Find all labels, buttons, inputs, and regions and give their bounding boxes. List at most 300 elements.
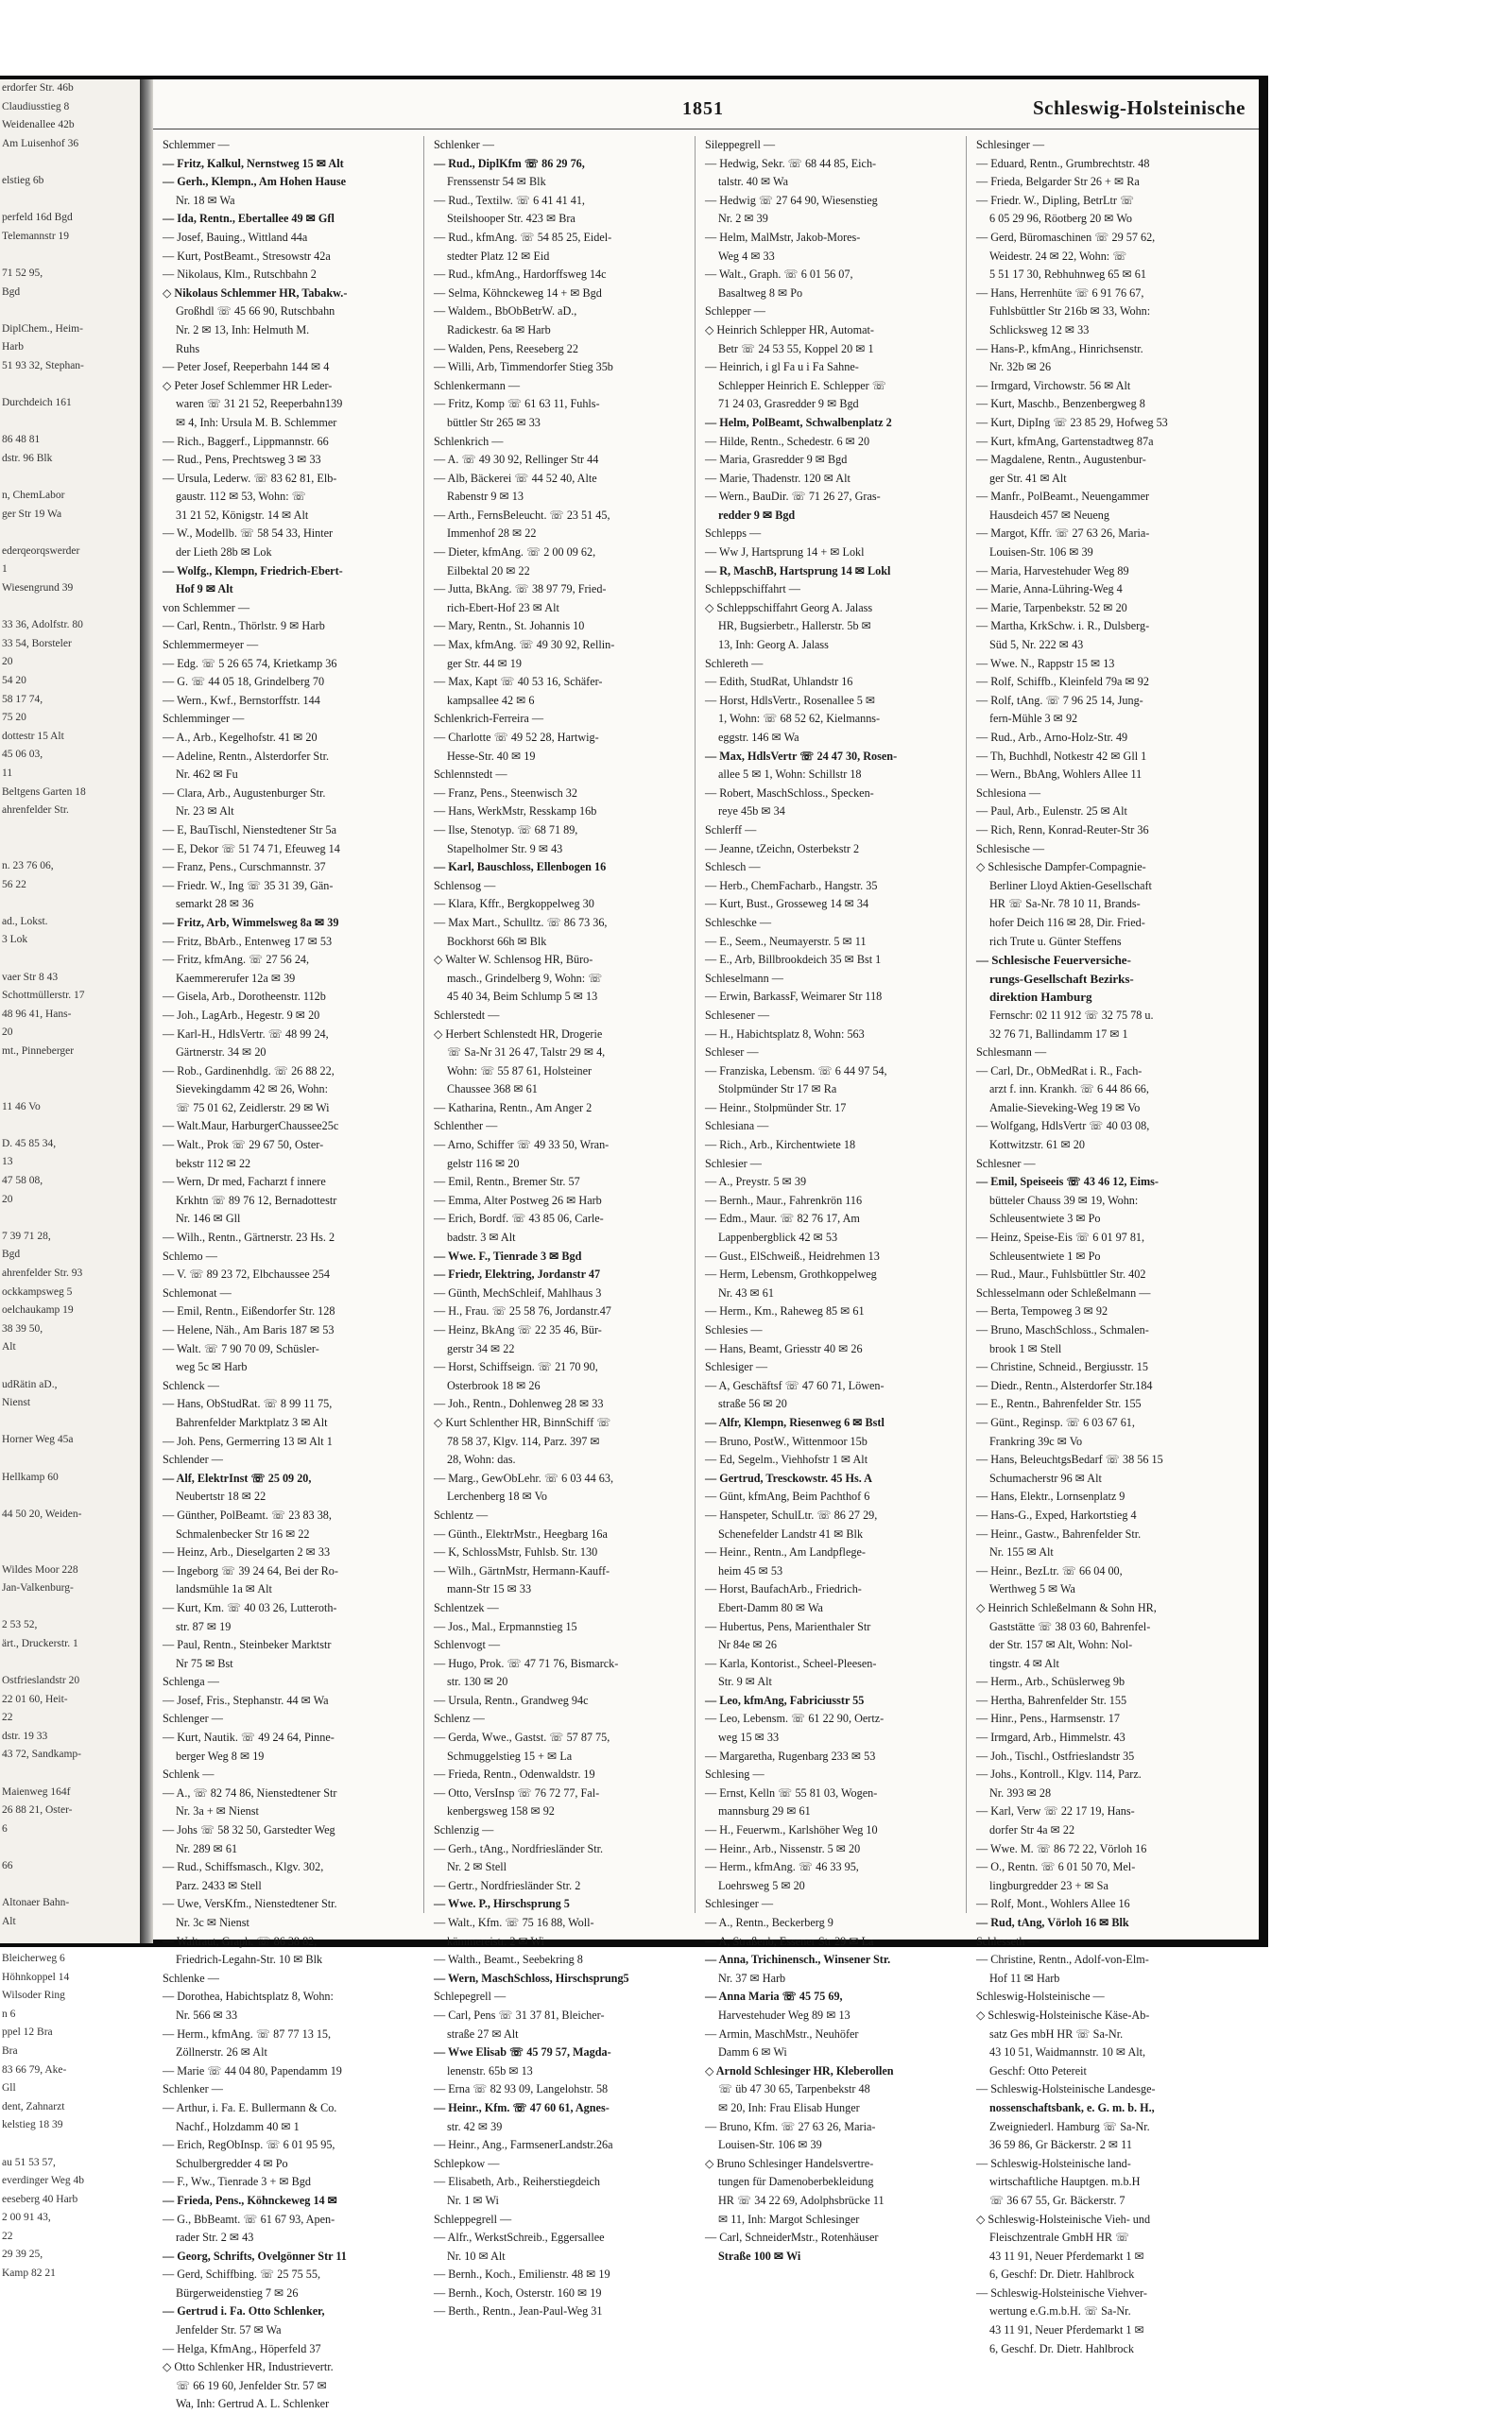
directory-entry-line: Betr ☏ 24 53 55, Koppel 20 ✉ 1 bbox=[718, 341, 874, 355]
book-gutter bbox=[140, 79, 153, 1943]
facing-page-line: Jan-Valkenburg- bbox=[2, 1582, 74, 1595]
directory-entry-line: — A., Rentn., Beckerberg 9 bbox=[705, 1916, 833, 1929]
directory-entry-line: — Fritz, Komp ☏ 61 63 11, Fuhls- bbox=[434, 397, 600, 411]
directory-entry-line: — Wern, Dr med, Facharzt f innere bbox=[163, 1175, 326, 1189]
directory-entry-line: — Wilh., GärtnMstr, Hermann-Kauff- bbox=[434, 1563, 610, 1578]
directory-entry-line: — Th, Buchhdl, Notkestr 42 ✉ Gll 1 bbox=[976, 749, 1147, 763]
directory-entry-line: — Walth., Beamt., Seebekring 8 bbox=[434, 1953, 583, 1967]
facing-page-line: ad., Lokst. bbox=[2, 915, 48, 927]
directory-entry-line: — Alf, ElektrInst ☏ 25 09 20, bbox=[163, 1471, 312, 1485]
directory-entry-line: — Johs ☏ 58 32 50, Garstedter Weg bbox=[163, 1823, 335, 1837]
directory-entry-line: — Wilh., Rentn., Gärtnerstr. 23 Hs. 2 bbox=[163, 1231, 335, 1245]
directory-entry-line: — Ilse, Stenotyp. ☏ 68 71 89, bbox=[434, 822, 578, 836]
directory-entry-line: Straße 100 ✉ Wi bbox=[718, 2249, 801, 2263]
directory-entry-line: Hesse-Str. 40 ✉ 19 bbox=[447, 749, 536, 763]
surname-heading: Schlereth — bbox=[705, 656, 764, 670]
running-head: Schleswig-Holsteinische bbox=[1033, 96, 1246, 119]
directory-entry-line: — Berth., Rentn., Jean-Paul-Weg 31 bbox=[434, 2304, 603, 2319]
directory-entry-line: — Frieda, Pens., Köhnckeweg 14 ✉ bbox=[163, 2193, 337, 2207]
facing-page-line: ederqeorqswerder bbox=[2, 544, 80, 557]
directory-entry-line: — Max, Kapt ☏ 40 53 16, Schäfer- bbox=[434, 675, 603, 689]
directory-entry-line: — Peter Josef, Reeperbahn 144 ✉ 4 bbox=[163, 360, 330, 374]
directory-entry-line: Louisen-Str. 106 ✉ 39 bbox=[718, 2138, 822, 2152]
directory-entry-line: — Hinr., Pens., Harmsenstr. 17 bbox=[976, 1712, 1120, 1726]
directory-entry-line: Berliner Lloyd Aktien-Gesellschaft bbox=[989, 878, 1152, 892]
directory-entry-line: bütteler Chauss 39 ✉ 19, Wohn: bbox=[989, 1193, 1139, 1207]
directory-entry-line: — Walt., Prok ☏ 29 67 50, Oster- bbox=[163, 1138, 324, 1152]
directory-entry-line: — F., Ww., Tienrade 3 + ✉ Bgd bbox=[163, 2175, 311, 2189]
surname-heading: Schlenker — bbox=[434, 138, 494, 151]
directory-entry-line: — Walt., Graph. ☏ 6 01 56 07, bbox=[705, 267, 853, 282]
facing-page-line: erdorfer Str. 46b bbox=[2, 82, 74, 94]
directory-entry-line: Osterbrook 18 ✉ 26 bbox=[447, 1378, 541, 1392]
directory-entry-line: hofer Deich 116 ✉ 28, Dir. Fried- bbox=[989, 915, 1145, 929]
directory-entry-line: — Heinz, Speise-Eis ☏ 6 01 97 81, bbox=[976, 1231, 1145, 1245]
directory-entry-line: Schmalenbecker Str 16 ✉ 22 bbox=[176, 1526, 310, 1541]
directory-entry-line: Damm 6 ✉ Wi bbox=[718, 2045, 787, 2060]
directory-entry-line: 43 11 91, Neuer Pferdemarkt 1 ✉ bbox=[989, 2323, 1144, 2337]
surname-heading: Schlentzek — bbox=[434, 1600, 499, 1614]
directory-entry-line: — Carl, Pens ☏ 31 37 81, Bleicher- bbox=[434, 2008, 605, 2022]
directory-entry-line: — Irmgard, Virchowstr. 56 ✉ Alt bbox=[976, 378, 1131, 392]
directory-entry-line: kämmereistr. 2 ✉ Wi bbox=[447, 1934, 544, 1948]
directory-entry-line: — Rob., Gardinenhdlg. ☏ 26 88 22, bbox=[163, 1063, 335, 1078]
directory-entry-line: — Frieda, Belgarder Str 26 + ✉ Ra bbox=[976, 175, 1140, 189]
facing-page-line: 1 bbox=[2, 563, 8, 576]
facing-page-line: vaer Str 8 43 bbox=[2, 971, 59, 983]
directory-entry-line: str. 42 ✉ 39 bbox=[447, 2119, 503, 2133]
directory-entry-line: — Horst, BaufachArb., Friedrich- bbox=[705, 1582, 862, 1596]
directory-entry-line: Nr. 2 ✉ 39 bbox=[718, 212, 768, 226]
directory-entry-line: — Ernst, Kelln ☏ 55 81 03, Wogen- bbox=[705, 1785, 878, 1800]
directory-entry-line: — Georg, Schrifts, Ovelgönner Str 11 bbox=[163, 2249, 347, 2263]
surname-heading: Schleswig-Holsteinische — bbox=[976, 1990, 1105, 2004]
directory-entry-line: — Ingeborg ☏ 39 24 64, Bei der Ro- bbox=[163, 1563, 338, 1578]
directory-entry-line: Harvestehuder Weg 89 ✉ 13 bbox=[718, 2008, 850, 2022]
facing-page-line: 38 39 50, bbox=[2, 1322, 43, 1335]
directory-entry-line: — Erich, Bordf. ☏ 43 85 06, Carle- bbox=[434, 1212, 604, 1226]
facing-page-line: 44 50 20, Weiden- bbox=[2, 1508, 82, 1520]
directory-entry-line: — Bruno, MaschSchloss., Schmalen- bbox=[976, 1323, 1149, 1336]
facing-page-line bbox=[0, 1838, 140, 1857]
directory-entry-line: der Str. 157 ✉ Alt, Wohn: Nol- bbox=[989, 1638, 1133, 1652]
facing-page-line bbox=[0, 1209, 140, 1228]
surname-heading: Schlemonat — bbox=[163, 1285, 232, 1300]
facing-page-line: 83 66 79, Ake- bbox=[2, 2063, 67, 2076]
directory-entry-line: fern-Mühle 3 ✉ 92 bbox=[989, 712, 1078, 726]
facing-page-line bbox=[0, 1116, 140, 1135]
directory-entry-line: — Ww J, Hartsprung 14 + ✉ Lokl bbox=[705, 545, 865, 560]
facing-page-line: elstieg 6b bbox=[2, 174, 44, 186]
facing-page-line bbox=[0, 598, 140, 617]
facing-page-line bbox=[0, 1543, 140, 1561]
directory-entry-line: — Ursula, Rentn., Grandweg 94c bbox=[434, 1693, 589, 1707]
directory-column-3 bbox=[695, 136, 966, 2263]
facing-page-line: 6 bbox=[2, 1822, 8, 1835]
directory-entry-line: — Joh., Rentn., Dohlenweg 28 ✉ 33 bbox=[434, 1397, 604, 1411]
facing-page-line bbox=[0, 2135, 140, 2154]
directory-entry-line: — Karla, Kontorist., Scheel-Pleesen- bbox=[705, 1656, 877, 1670]
directory-entry-line: — Hugo, Prok. ☏ 47 71 76, Bismarck- bbox=[434, 1656, 619, 1670]
directory-entry-line: — Rud., kfmAng., Hardorffsweg 14c bbox=[434, 267, 607, 282]
directory-entry-line: — Gust., ElSchweiß., Heidrehmen 13 bbox=[705, 1249, 880, 1263]
directory-entry-line: Radickestr. 6a ✉ Harb bbox=[447, 322, 551, 336]
directory-entry-line: — Gerd, Schiffbing. ☏ 25 75 55, bbox=[163, 2267, 321, 2282]
facing-page-line: 22 bbox=[2, 1712, 13, 1724]
directory-entry-line: — Walt. ☏ 7 90 70 09, Schüsler- bbox=[163, 1341, 319, 1355]
directory-entry-line: — Rud., Maur., Fuhlsbüttler Str. 402 bbox=[976, 1267, 1146, 1282]
directory-entry-line: Stapelholmer Str. 9 ✉ 43 bbox=[447, 841, 563, 855]
directory-entry-line: — Erich, RegObInsp. ☏ 6 01 95 95, bbox=[163, 2138, 335, 2152]
surname-heading: Schleser — bbox=[705, 1045, 759, 1060]
facing-page-line: Höhnkoppel 14 bbox=[2, 1971, 70, 1983]
directory-entry-line: — Schleswig-Holsteinische Landesge- bbox=[976, 2082, 1156, 2096]
facing-page-line: Maienweg 164f bbox=[2, 1785, 71, 1798]
directory-entry-line: Schumacherstr 96 ✉ Alt bbox=[989, 1471, 1102, 1485]
directory-entry-line: — Hans, BeleuchtgsBedarf ☏ 38 56 15 bbox=[976, 1453, 1163, 1467]
directory-entry-line: ◇ Herbert Schlenstedt HR, Drogerie bbox=[434, 1026, 603, 1041]
directory-entry-line: rungs-Gesellschaft Bezirks- bbox=[989, 971, 1134, 986]
directory-entry-line: — Marie, Anna-Lühring-Weg 4 bbox=[976, 582, 1123, 596]
surname-heading: Schlemo — bbox=[163, 1249, 217, 1263]
directory-columns bbox=[153, 136, 1259, 2411]
surname-heading: Schlerff — bbox=[705, 822, 757, 836]
facing-page-line: 7 39 71 28, bbox=[2, 1230, 51, 1242]
directory-entry-line: — Karl, Verw ☏ 22 17 19, Hans- bbox=[976, 1804, 1135, 1819]
facing-page-line bbox=[0, 413, 140, 432]
surname-heading: Schlemminger — bbox=[163, 712, 245, 726]
surname-heading: Schlender — bbox=[163, 1453, 223, 1467]
directory-entry-line: Wa, Inh: Gertrud A. L. Schlenker bbox=[176, 2397, 330, 2411]
facing-page-line: Weidenallee 42b bbox=[2, 119, 75, 131]
page-number: 1851 bbox=[682, 98, 724, 119]
facing-page-line: 29 39 25, bbox=[2, 2249, 43, 2261]
surname-heading: Schlemmer — bbox=[163, 138, 230, 151]
facing-page-line: Claudiusstieg 8 bbox=[2, 100, 70, 112]
directory-entry-line: Bürgerweidenstieg 7 ✉ 26 bbox=[176, 2285, 299, 2300]
directory-entry-line: — Dorothea, Habichtsplatz 8, Wohn: bbox=[163, 1990, 334, 2004]
directory-entry-line: — W., Modellb. ☏ 58 54 33, Hinter bbox=[163, 526, 334, 541]
directory-entry-line: — Eduard, Rentn., Grumbrechtstr. 48 bbox=[976, 156, 1150, 170]
directory-entry-line: — Erna ☏ 82 93 09, Langelohstr. 58 bbox=[434, 2082, 609, 2096]
directory-entry-line: 78 58 37, Klgv. 114, Parz. 397 ✉ bbox=[447, 1434, 600, 1448]
facing-page-line: Telemannstr 19 bbox=[2, 230, 70, 242]
directory-entry-line: — Rolf, Schiffb., Kleinfeld 79a ✉ 92 bbox=[976, 675, 1149, 689]
directory-entry-line: — Günt, kfmAng, Beim Pachthof 6 bbox=[705, 1490, 870, 1504]
surname-heading: Schlesseth — bbox=[976, 1934, 1040, 1948]
surname-heading: Schlenkermann — bbox=[434, 378, 521, 392]
facing-page-line: 26 88 21, Oster- bbox=[2, 1804, 73, 1817]
surname-heading: Schlenz — bbox=[434, 1712, 485, 1726]
facing-page-line: Bra bbox=[2, 2044, 18, 2057]
directory-entry-line: — Hans, Elektr., Lornsenplatz 9 bbox=[976, 1490, 1125, 1504]
facing-page-line: Am Luisenhof 36 bbox=[2, 137, 79, 149]
surname-heading: Schlesies — bbox=[705, 1323, 763, 1336]
directory-entry-line: — Herm., Arb., Schüslerweg 9b bbox=[976, 1675, 1125, 1689]
directory-entry-line: Geschf: Otto Petereit bbox=[989, 2063, 1087, 2078]
directory-entry-line: Nr. 18 ✉ Wa bbox=[176, 193, 235, 207]
directory-entry-line: — Hedwig, Sekr. ☏ 68 44 85, Eich- bbox=[705, 156, 877, 170]
directory-entry-line: Fernschr: 02 11 912 ☏ 32 75 78 u. bbox=[989, 1008, 1154, 1022]
directory-entry-line: — Marg., GewObLehr. ☏ 6 03 44 63, bbox=[434, 1471, 614, 1485]
directory-entry-line: — Hilde, Rentn., Schedestr. 6 ✉ 20 bbox=[705, 434, 870, 448]
directory-entry-line: — Josef, Bauing., Wittland 44a bbox=[163, 230, 308, 244]
directory-entry-line: — O., Rentn. ☏ 6 01 50 70, Mel- bbox=[976, 1860, 1136, 1874]
directory-entry-line: — Margot, Kffr. ☏ 27 63 26, Maria- bbox=[976, 526, 1150, 541]
directory-entry-line: satz Ges mbH HR ☏ Sa-Nr. bbox=[989, 2026, 1124, 2041]
directory-entry-line: — Schlesische Feuerversiche- bbox=[976, 953, 1131, 968]
directory-entry-line: — Kurt, PostBeamt., Stresowstr 42a bbox=[163, 249, 331, 263]
facing-page-line: 48 96 41, Hans- bbox=[2, 1008, 72, 1020]
directory-entry-line: — Hans-P., kfmAng., Hinrichsenstr. bbox=[976, 341, 1143, 355]
directory-entry-line: weg 5c ✉ Harb bbox=[176, 1360, 248, 1374]
directory-entry-line: Str. 9 ✉ Alt bbox=[718, 1675, 772, 1689]
directory-entry-line: Zöllnerstr. 26 ✉ Alt bbox=[176, 2045, 267, 2060]
directory-entry-line: — Max, HdlsVertr ☏ 24 47 30, Rosen- bbox=[705, 749, 898, 763]
directory-entry-line: Nr. 10 ✉ Alt bbox=[447, 2249, 506, 2263]
directory-entry-line: Hof 11 ✉ Harb bbox=[989, 1971, 1060, 1985]
directory-entry-line: — Diedr., Rentn., Alsterdorfer Str.184 bbox=[976, 1378, 1153, 1392]
directory-entry-line: — Heinr., BezLtr. ☏ 66 04 00, bbox=[976, 1563, 1123, 1578]
directory-entry-line: 28, Wohn: das. bbox=[447, 1453, 516, 1467]
directory-entry-line: — E., Seem., Neumayerstr. 5 ✉ 11 bbox=[705, 934, 867, 948]
directory-entry-line: ✉ 11, Inh: Margot Schlesinger bbox=[718, 2212, 860, 2226]
directory-entry-line: — Bruno, Kfm. ☏ 27 63 26, Maria- bbox=[705, 2119, 876, 2133]
directory-entry-line: — Herm., kfmAng. ☏ 87 77 13 15, bbox=[163, 2026, 332, 2041]
directory-entry-line: — Walt.Maur, HarburgerChaussee25c bbox=[163, 1119, 339, 1133]
directory-entry-line: Louisen-Str. 106 ✉ 39 bbox=[989, 545, 1093, 560]
directory-entry-line: — Friedr, Elektring, Jordanstr 47 bbox=[434, 1267, 601, 1282]
directory-entry-line: Jenfelder Str. 57 ✉ Wa bbox=[176, 2323, 282, 2337]
surname-heading: Schlennstedt — bbox=[434, 767, 507, 782]
facing-page-line: 11 46 Vo bbox=[2, 1100, 41, 1112]
facing-page-line: 20 bbox=[2, 1026, 13, 1039]
facing-page-line bbox=[0, 1876, 140, 1895]
directory-entry-line: — H., Frau. ☏ 25 58 76, Jordanstr.47 bbox=[434, 1304, 611, 1319]
directory-entry-line: — Rud., Schiffsmasch., Klgv. 302, bbox=[163, 1860, 324, 1874]
facing-page-line bbox=[0, 894, 140, 913]
facing-page-line bbox=[0, 1357, 140, 1376]
surname-heading: Schlesener — bbox=[705, 1008, 770, 1022]
directory-entry-line: — Clara, Arb., Augustenburger Str. bbox=[163, 785, 326, 800]
directory-entry-line: Ebert-Damm 80 ✉ Wa bbox=[718, 1600, 823, 1614]
directory-entry-line: str. 87 ✉ 19 bbox=[176, 1619, 232, 1633]
facing-page-line: dstr. 96 Blk bbox=[2, 452, 53, 464]
surname-heading: Schlesiona — bbox=[976, 785, 1041, 800]
directory-entry-line: ◇ Schleswig-Holsteinische Käse-Ab- bbox=[976, 2008, 1150, 2022]
directory-entry-line: Schleusentwiete 3 ✉ Po bbox=[989, 1212, 1101, 1226]
directory-entry-line: nossenschaftsbank, e. G. m. b. H., bbox=[989, 2100, 1155, 2114]
directory-entry-line: — H., Habichtsplatz 8, Wohn: 563 bbox=[705, 1026, 865, 1041]
facing-page-line: 47 58 08, bbox=[2, 1175, 43, 1187]
surname-heading: Schlesiana — bbox=[705, 1119, 769, 1133]
directory-entry-line: Zweigniederl. Hamburg ☏ Sa-Nr. bbox=[989, 2119, 1150, 2133]
directory-entry-line: — Arth., FernsBeleucht. ☏ 23 51 45, bbox=[434, 508, 610, 522]
directory-entry-line: 5 51 17 30, Rebhuhnweg 65 ✉ 61 bbox=[989, 267, 1146, 282]
directory-entry-line: — Friedr. W., Ing ☏ 35 31 39, Gän- bbox=[163, 878, 334, 892]
directory-entry-line: Chaussee 368 ✉ 61 bbox=[447, 1082, 538, 1096]
directory-entry-line: ◇ Walter W. Schlensog HR, Büro- bbox=[434, 953, 593, 967]
facing-page-line: n 6 bbox=[2, 2008, 16, 2020]
directory-entry-line: — Helm, PolBeamt, Schwalbenplatz 2 bbox=[705, 415, 892, 429]
directory-entry-line: Großhdl ☏ 45 66 90, Rutschbahn bbox=[176, 304, 335, 319]
facing-page-line: dstr. 19 33 bbox=[2, 1730, 48, 1742]
directory-entry-line: Nr. 2 ✉ Stell bbox=[447, 1860, 507, 1874]
facing-page-line: Bgd bbox=[2, 1249, 21, 1261]
directory-entry-line: büttler Str 265 ✉ 33 bbox=[447, 415, 541, 429]
directory-entry-line: — Bernh., Koch, Osterstr. 160 ✉ 19 bbox=[434, 2285, 602, 2300]
surname-heading: Schlenzig — bbox=[434, 1823, 494, 1837]
directory-entry-line: — A., Arb., Kegelhofstr. 41 ✉ 20 bbox=[163, 731, 318, 744]
facing-page-line: Hellkamp 60 bbox=[2, 1471, 59, 1483]
directory-entry-line: — Waltraut, Graph. ☏ 86 38 82, bbox=[163, 1934, 318, 1948]
directory-entry-line: 1, Wohn: ☏ 68 52 62, Kielmanns- bbox=[718, 712, 881, 726]
surname-heading: Schleppschiffahrt — bbox=[705, 582, 800, 596]
directory-entry-line: — Gertrud, Tresckowstr. 45 Hs. A bbox=[705, 1471, 872, 1485]
directory-entry-line: Schenefelder Landstr 41 ✉ Blk bbox=[718, 1526, 864, 1541]
directory-entry-line: Nr. 43 ✉ 61 bbox=[718, 1285, 774, 1300]
directory-entry-line: — Emil, Rentn., Bremer Str. 57 bbox=[434, 1175, 580, 1189]
directory-entry-line: weg 15 ✉ 33 bbox=[718, 1731, 780, 1745]
directory-entry-line: — Wolfgang, HdlsVertr ☏ 40 03 08, bbox=[976, 1119, 1150, 1133]
directory-entry-line: — A., ☏ 82 74 86, Nienstedtener Str bbox=[163, 1785, 337, 1800]
directory-entry-line: — K, SchlossMstr, Fuhlsb. Str. 130 bbox=[434, 1545, 598, 1560]
directory-entry-line: eggstr. 146 ✉ Wa bbox=[718, 731, 799, 744]
directory-entry-line: — G., BbBeamt. ☏ 61 67 93, Apen- bbox=[163, 2212, 335, 2226]
facing-page-line: ahrenfelder Str. 93 bbox=[2, 1267, 83, 1279]
surname-heading: Schlenther — bbox=[434, 1119, 498, 1133]
directory-entry-line: — Wern., BauDir. ☏ 71 26 27, Gras- bbox=[705, 490, 881, 504]
directory-entry-line: gerstr 34 ✉ 22 bbox=[447, 1341, 515, 1355]
facing-page-line: ppel 12 Bra bbox=[2, 2026, 53, 2039]
directory-entry-line: stedter Platz 12 ✉ Eid bbox=[447, 249, 550, 263]
directory-entry-line: — Willi, Arb, Timmendorfer Stieg 35b bbox=[434, 360, 613, 374]
directory-entry-line: — Franz, Pens., Curschmannstr. 37 bbox=[163, 860, 326, 874]
facing-page-line bbox=[0, 153, 140, 172]
directory-entry-line: talstr. 40 ✉ Wa bbox=[718, 175, 788, 189]
directory-entry-line: rich Trute u. Günter Steffens bbox=[989, 934, 1122, 948]
facing-page-line: udRätin aD., bbox=[2, 1378, 58, 1390]
directory-entry-line: — Alfr, Klempn, Riesenweg 6 ✉ Bstl bbox=[705, 1415, 885, 1429]
directory-entry-line: straße 56 ✉ 20 bbox=[718, 1397, 787, 1411]
directory-entry-line: Nr 75 ✉ Bst bbox=[176, 1656, 233, 1670]
directory-entry-line: Nr. 289 ✉ 61 bbox=[176, 1841, 238, 1855]
directory-entry-line: 45 40 34, Beim Schlump 5 ✉ 13 bbox=[447, 990, 598, 1004]
directory-entry-line: lingburgredder 23 + ✉ Sa bbox=[989, 1878, 1108, 1892]
facing-page-line bbox=[0, 468, 140, 487]
directory-entry-line: — Heinr., Ang., FarmsenerLandstr.26a bbox=[434, 2138, 613, 2152]
directory-entry-line: — Horst, Schiffseign. ☏ 21 70 90, bbox=[434, 1360, 598, 1374]
directory-entry-line: — Kurt, DipIng ☏ 23 85 29, Hofweg 53 bbox=[976, 415, 1168, 429]
directory-entry-line: — Rud., DiplKfm ☏ 86 29 76, bbox=[434, 156, 585, 170]
directory-column-1 bbox=[153, 136, 423, 2411]
surname-heading: Schlenck — bbox=[163, 1378, 219, 1392]
directory-entry-line: Schlicksweg 12 ✉ 33 bbox=[989, 322, 1090, 336]
directory-entry-line: Nr 84e ✉ 26 bbox=[718, 1638, 777, 1652]
directory-entry-line: Parz. 2433 ✉ Stell bbox=[176, 1878, 262, 1892]
directory-entry-line: — E., Arb, Billbrookdeich 35 ✉ Bst 1 bbox=[705, 953, 882, 967]
facing-page-line: everdinger Weg 4b bbox=[2, 2175, 84, 2187]
directory-entry-line: 31 21 52, Königstr. 14 ✉ Alt bbox=[176, 508, 309, 522]
directory-entry-line: rader Str. 2 ✉ 43 bbox=[176, 2231, 254, 2245]
directory-entry-line: rich-Ebert-Hof 23 ✉ Alt bbox=[447, 600, 559, 614]
directory-entry-line: — Hans, Beamt, Griesstr 40 ✉ 26 bbox=[705, 1341, 863, 1355]
surname-heading: Schlesselmann oder Schleßelmann — bbox=[976, 1285, 1151, 1300]
facing-page-line bbox=[0, 246, 140, 265]
directory-entry-line: — Nikolaus, Klm., Rutschbahn 2 bbox=[163, 267, 317, 282]
directory-entry-line: — Katharina, Rentn., Am Anger 2 bbox=[434, 1100, 593, 1114]
facing-page-line: eeseberg 40 Harb bbox=[2, 2193, 78, 2205]
directory-entry-line: ◇ Schleppschiffahrt Georg A. Jalass bbox=[705, 600, 873, 614]
facing-page-line bbox=[0, 1487, 140, 1506]
directory-entry-line: — Heinrich, i gl Fa u i Fa Sahne- bbox=[705, 360, 859, 374]
surname-heading: Schlepegrell — bbox=[434, 1990, 507, 2004]
directory-entry-line: — Heinr., Rentn., Am Landpflege- bbox=[705, 1545, 866, 1560]
directory-entry-line: — Alb, Bäckerei ☏ 44 52 40, Alte bbox=[434, 471, 597, 485]
directory-entry-line: ger Str. 44 ✉ 19 bbox=[447, 656, 522, 670]
directory-entry-line: — Wwe Elisab ☏ 45 79 57, Magda- bbox=[434, 2045, 611, 2060]
directory-entry-line: Frankring 39c ✉ Vo bbox=[989, 1434, 1083, 1448]
directory-entry-line: — Max Mart., Schulltz. ☏ 86 73 36, bbox=[434, 915, 608, 929]
directory-entry-line: bekstr 112 ✉ 22 bbox=[176, 1156, 251, 1170]
facing-page-line: dent, Zahnarzt bbox=[2, 2100, 65, 2112]
directory-entry-line: — Adeline, Rentn., Alsterdorfer Str. bbox=[163, 749, 330, 763]
directory-entry-line: — Kurt, Maschb., Benzenbergweg 8 bbox=[976, 397, 1145, 411]
directory-entry-line: — Kurt, Bust., Grosseweg 14 ✉ 34 bbox=[705, 897, 869, 911]
directory-entry-line: 6, Geschf. Dr. Dietr. Hahlbrock bbox=[989, 2341, 1134, 2355]
directory-entry-line: ☏ 36 67 55, Gr. Bäckerstr. 7 bbox=[989, 2193, 1125, 2207]
directory-entry-line: — Uwe, VersKfm., Nienstedtener Str. bbox=[163, 1897, 337, 1911]
directory-entry-line: — Joh., LagArb., Hegestr. 9 ✉ 20 bbox=[163, 1008, 320, 1022]
directory-entry-line: — Karl-H., HdlsVertr. ☏ 48 99 24, bbox=[163, 1026, 329, 1041]
directory-entry-line: — Berta, Tempoweg 3 ✉ 92 bbox=[976, 1304, 1108, 1319]
directory-entry-line: — E., Rentn., Bahrenfelder Str. 155 bbox=[976, 1397, 1142, 1411]
directory-entry-line: Nachf., Holzdamm 40 ✉ 1 bbox=[176, 2119, 300, 2133]
directory-entry-line: Basaltweg 8 ✉ Po bbox=[718, 285, 803, 300]
directory-entry-line: — Erwin, BarkassF, Weimarer Str 118 bbox=[705, 990, 883, 1004]
surname-heading: Schleselmann — bbox=[705, 971, 783, 985]
directory-entry-line: 6 05 29 96, Röotberg 20 ✉ Wo bbox=[989, 212, 1132, 226]
directory-entry-line: — Schleswig-Holsteinische Viehver- bbox=[976, 2285, 1147, 2300]
directory-entry-line: — Wwe. F., Tienrade 3 ✉ Bgd bbox=[434, 1249, 582, 1263]
directory-entry-line: 36 59 86, Gr Bäckerstr. 2 ✉ 11 bbox=[989, 2138, 1132, 2152]
directory-entry-line: — Rich, Renn, Konrad-Reuter-Str 36 bbox=[976, 822, 1149, 836]
directory-entry-line: — Leo, Lebensm. ☏ 61 22 90, Oertz- bbox=[705, 1712, 885, 1726]
facing-page-line: 20 bbox=[2, 656, 13, 668]
directory-entry-line: — Gertr., Nordfriesländer Str. 2 bbox=[434, 1878, 581, 1892]
directory-entry-line: Nr. 462 ✉ Fu bbox=[176, 767, 238, 782]
directory-entry-line: — Walt., Kfm. ☏ 75 16 88, Woll- bbox=[434, 1916, 594, 1929]
directory-entry-line: Schulbergredder 4 ✉ Po bbox=[176, 2156, 288, 2170]
directory-entry-line: Fleischzentrale GmbH HR ☏ bbox=[989, 2231, 1130, 2245]
directory-entry-line: — Paul, Arb., Eulenstr. 25 ✉ Alt bbox=[976, 804, 1127, 819]
directory-entry-line: — H., Feuerwm., Karlshöher Weg 10 bbox=[705, 1823, 878, 1837]
facing-page-line: Nienst bbox=[2, 1397, 31, 1409]
directory-entry-line: — Herb., ChemFacharb., Hangstr. 35 bbox=[705, 878, 878, 892]
surname-heading: Schlesiger — bbox=[705, 1360, 768, 1374]
directory-entry-line: — Emil, Speiseeis ☏ 43 46 12, Eims- bbox=[976, 1175, 1159, 1189]
directory-entry-line: ✉ 20, Inh: Frau Elisab Hunger bbox=[718, 2100, 860, 2114]
directory-entry-line: 13, Inh: Georg A. Jalass bbox=[718, 638, 829, 652]
facing-page-line: 22 01 60, Heit- bbox=[2, 1693, 68, 1705]
facing-page-line: 3 Lok bbox=[2, 934, 28, 946]
directory-entry-line: — Kurt, Km. ☏ 40 03 26, Lutteroth- bbox=[163, 1600, 337, 1614]
directory-entry-line: Fuhlsbüttler Str 216b ✉ 33, Wohn: bbox=[989, 304, 1151, 319]
directory-entry-line: — Bernh., Koch., Emilienstr. 48 ✉ 19 bbox=[434, 2267, 610, 2282]
directory-entry-line: — Herm, Lebensm, Grothkoppelweg bbox=[705, 1267, 877, 1282]
directory-entry-line: — Rud, tAng, Vörloh 16 ✉ Blk bbox=[976, 1916, 1129, 1929]
directory-entry-line: — Rud., Arb., Arno-Holz-Str. 49 bbox=[976, 731, 1128, 744]
